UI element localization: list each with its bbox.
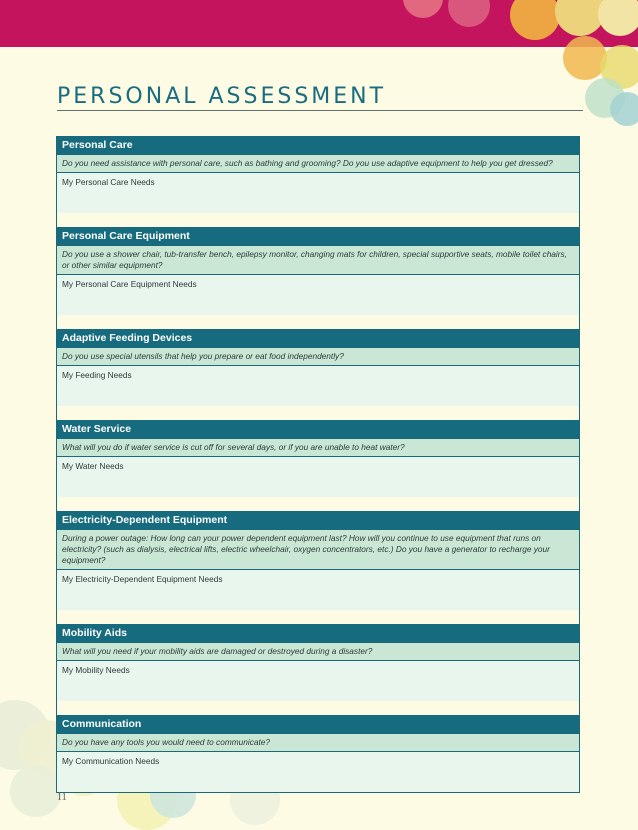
page-number: 11: [57, 792, 67, 803]
needs-field[interactable]: My Communication Needs: [57, 752, 579, 792]
section-heading: Personal Care Equipment: [57, 227, 579, 245]
needs-field[interactable]: My Electricity-Dependent Equipment Needs: [57, 570, 579, 610]
section-question: What will you do if water service is cut off for several days, or if you are unable to heat water?: [57, 438, 579, 457]
section-personal-care: [57, 136, 579, 213]
section-question: Do you need assistance with personal care, such as bathing and grooming? Do you use adaptive equipment to help you get dressed?: [57, 154, 579, 173]
section-question: Do you have any tools you would need to communicate?: [57, 733, 579, 752]
section-question: What will you need if your mobility aids are damaged or destroyed during a disaster?: [57, 642, 579, 661]
section-adaptive-feeding: [57, 329, 579, 406]
page-title: PERSONAL ASSESSMENT: [57, 84, 387, 109]
needs-field[interactable]: My Feeding Needs: [57, 366, 579, 406]
assessment-table: [56, 136, 580, 793]
needs-field[interactable]: My Water Needs: [57, 457, 579, 497]
decorative-circle: [10, 765, 62, 817]
section-question: Do you use a shower chair, tub-transfer bench, epilepsy monitor, changing mats for children, special supportive seats, mobile toilet chairs, or other similar equipment?: [57, 245, 579, 275]
section-heading: Water Service: [57, 420, 579, 438]
section-heading: Communication: [57, 715, 579, 733]
top-banner: [0, 0, 638, 47]
section-personal-care-equipment: [57, 227, 579, 315]
section-heading: Electricity-Dependent Equipment: [57, 511, 579, 529]
decorative-circle: [610, 92, 638, 126]
section-heading: Mobility Aids: [57, 624, 579, 642]
needs-field[interactable]: My Personal Care Equipment Needs: [57, 275, 579, 315]
section-question: Do you use special utensils that help you prepare or eat food independently?: [57, 347, 579, 366]
section-heading: Personal Care: [57, 136, 579, 154]
decorative-circle: [598, 0, 638, 36]
section-heading: Adaptive Feeding Devices: [57, 329, 579, 347]
section-communication: [57, 715, 579, 792]
title-divider: [57, 110, 583, 111]
needs-field[interactable]: My Personal Care Needs: [57, 173, 579, 213]
decorative-circle: [510, 0, 560, 40]
section-electricity-dependent: [57, 511, 579, 610]
section-question: During a power outage: How long can your power dependent equipment last? How will you continue to use equipment that runs on electricity? (such as dialysis, electrical lifts, electric wheelchair, oxygen concentrators, etc.) Do you have a generator to recharge your equipment?: [57, 529, 579, 570]
needs-field[interactable]: My Mobility Needs: [57, 661, 579, 701]
section-water-service: [57, 420, 579, 497]
decorative-circle: [403, 0, 443, 18]
section-mobility-aids: [57, 624, 579, 701]
decorative-circle: [448, 0, 490, 27]
